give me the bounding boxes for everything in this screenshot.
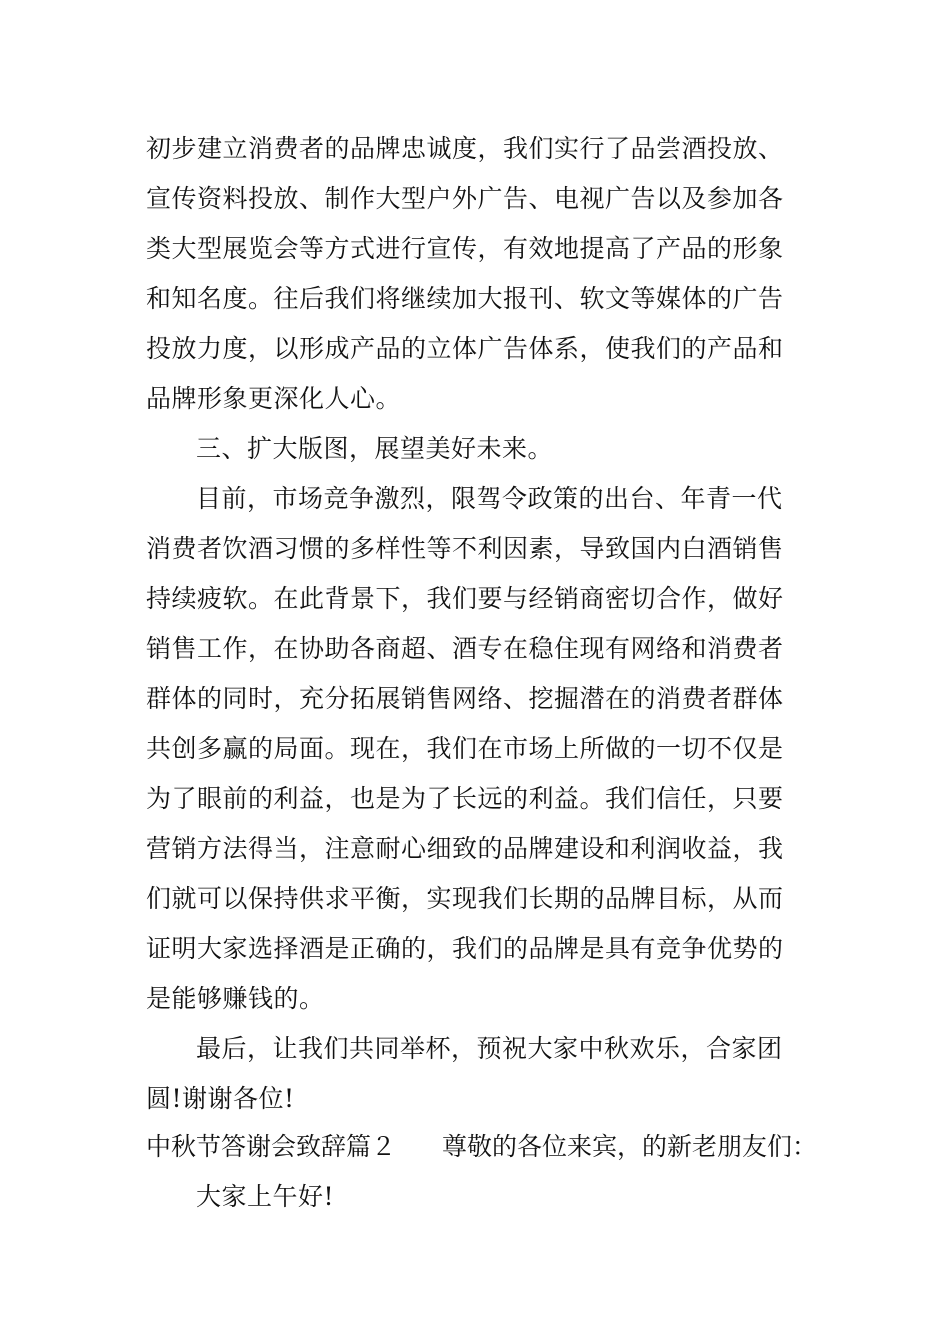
paragraph-line: 类大型展览会等方式进行宣传，有效地提高了产品的形象 [146, 234, 784, 263]
paragraph-line: 群体的同时，充分拓展销售网络、挖掘潜在的消费者群体 [146, 684, 784, 713]
paragraph-line: 消费者饮酒习惯的多样性等不利因素，导致国内白酒销售 [146, 534, 784, 563]
paragraph-line: 销售工作，在协助各商超、酒专在稳住现有网络和消费者 [146, 634, 784, 663]
paragraph-line: 目前，市场竞争激烈，限驾令政策的出台、年青一代 [196, 484, 783, 513]
paragraph-line: 证明大家选择酒是正确的，我们的品牌是具有竞争优势的 [146, 934, 784, 963]
paragraph-line: 初步建立消费者的品牌忠诚度，我们实行了品尝酒投放、 [146, 134, 784, 163]
paragraph-line: 们就可以保持供求平衡，实现我们长期的品牌目标，从而 [146, 884, 784, 913]
paragraph-line: 为了眼前的利益，也是为了长远的利益。我们信任，只要 [146, 784, 784, 813]
paragraph-line: 圆!谢谢各位! [146, 1084, 295, 1113]
paragraph-line: 营销方法得当，注意耐心细致的品牌建设和利润收益，我 [146, 834, 784, 863]
paragraph-line: 最后，让我们共同举杯，预祝大家中秋欢乐，合家团 [196, 1034, 783, 1063]
paragraph-line: 共创多赢的局面。现在，我们在市场上所做的一切不仅是 [146, 734, 784, 763]
paragraph-line: 宣传资料投放、制作大型户外广告、电视广告以及参加各 [146, 184, 784, 213]
paragraph-line: 是能够赚钱的。 [146, 984, 325, 1013]
section-greeting: 尊敬的各位来宾，的新老朋友们： [442, 1132, 818, 1161]
paragraph-line: 和知名度。往后我们将继续加大报刊、软文等媒体的广告 [146, 284, 784, 313]
paragraph-line: 投放力度，以形成产品的立体广告体系，使我们的产品和 [146, 334, 784, 363]
paragraph-line: 持续疲软。在此背景下，我们要与经销商密切合作，做好 [146, 584, 784, 613]
paragraph-line: 品牌形象更深化人心。 [146, 384, 402, 413]
closing-line: 大家上午好! [196, 1182, 335, 1211]
section-heading: 三、扩大版图，展望美好未来。 [196, 434, 554, 463]
section-title: 中秋节答谢会致辞篇２ [146, 1132, 397, 1161]
